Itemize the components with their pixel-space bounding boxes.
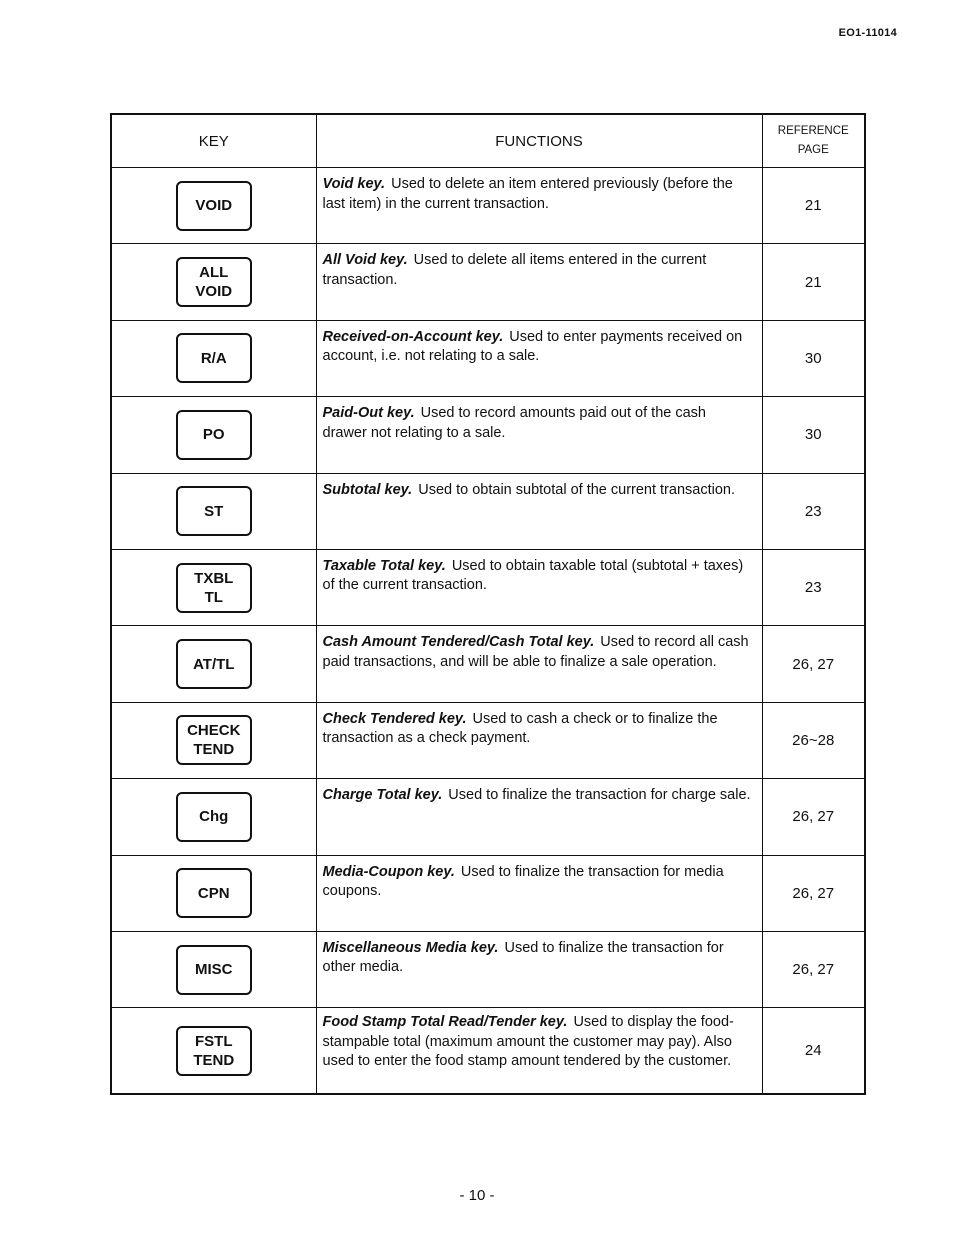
ref-header-line2: PAGE [797,144,829,156]
key-cell [111,1008,316,1094]
reference-page-cell: 30 [762,320,865,396]
key-name: Paid-Out key. [322,405,415,422]
table-row [111,473,865,549]
table-row [111,779,865,855]
table-row [111,244,865,320]
reference-page-cell: 21 [762,244,865,320]
function-cell [316,549,762,625]
key-cell [111,779,316,855]
function-description: Used to record all cash paid transactions, and will be able to finalize a sale operation. [322,634,749,670]
reference-page-cell: 26, 27 [762,626,865,702]
document-id: EO1-11014 [838,27,897,39]
keycap-label: R/A [200,349,227,367]
table-row [111,702,865,778]
table-header-row [111,114,865,168]
function-cell [316,931,762,1007]
reference-page-cell: 23 [762,549,865,625]
reference-page-cell: 21 [762,168,865,244]
keycap-label: VOID [195,197,233,215]
keycap-label: ST [204,502,224,520]
column-header-functions: FUNCTIONS [316,114,762,168]
keycap-graphic [176,181,252,231]
function-cell [316,244,762,320]
function-cell [316,397,762,473]
keycap-label: ALL [199,264,229,282]
reference-page-cell: 26~28 [762,702,865,778]
table-row [111,626,865,702]
function-description: Used to delete an item entered previously (before the last item) in the current transaction. [322,176,733,212]
key-name: All Void key. [322,252,408,269]
key-name: Food Stamp Total Read/Tender key. [322,1014,568,1031]
function-description: Used to finalize the transaction for other media. [322,939,724,976]
table-row [111,1008,865,1094]
key-functions-table [110,113,866,1095]
reference-page-cell: 24 [762,1008,865,1094]
function-description: Used to cash a check or to finalize the transaction as a check payment. [322,710,718,747]
reference-page-cell: 30 [762,397,865,473]
keycap-graphic [176,333,252,383]
keycap-label: FSTL [195,1032,233,1050]
column-header-key: KEY [111,114,316,168]
keycap-graphic [176,410,252,460]
key-name: Cash Amount Tendered/Cash Total key. [322,634,595,651]
function-cell [316,320,762,396]
key-name: Received-on-Account key. [322,328,504,345]
function-description: Used to obtain subtotal of the current transaction. [418,481,735,498]
table-body [111,168,865,1094]
key-cell [111,549,316,625]
reference-page-cell: 26, 27 [762,779,865,855]
column-header-reference-page [762,114,865,168]
function-cell [316,779,762,855]
keycap-graphic [176,257,252,307]
keycap-label: Chg [199,808,229,826]
table-row [111,168,865,244]
key-name: Miscellaneous Media key. [322,939,499,956]
key-name: Subtotal key. [322,481,413,498]
reference-page-cell: 26, 27 [762,931,865,1007]
key-name: Charge Total key. [322,787,443,804]
keycap-graphic [176,639,252,689]
keycap-label: MISC [195,961,233,979]
key-name: Check Tendered key. [322,710,467,727]
keycap-label: VOID [195,283,233,301]
function-cell [316,1008,762,1094]
key-name: Taxable Total key. [322,557,446,574]
key-cell [111,320,316,396]
key-name: Void key. [322,176,386,192]
ref-header-line1: REFERENCE [777,125,849,137]
key-cell [111,702,316,778]
page-number: - 10 - [459,1187,495,1204]
keycap-label: PO [202,426,225,444]
key-cell [111,626,316,702]
keycap-graphic [176,563,252,613]
key-name: Media-Coupon key. [322,863,455,880]
table-row [111,549,865,625]
reference-page-cell: 23 [762,473,865,549]
function-cell [316,702,762,778]
function-cell [316,626,762,702]
function-description: Used to obtain taxable total (subtotal + taxes) of the current transaction. [322,557,744,594]
keycap-graphic [176,792,252,842]
key-cell [111,168,316,244]
function-description: Used to display the food-stampable total (maximum amount the customer may pay). Also used to enter the food stamp amount tendered by the customer. [322,1014,734,1070]
key-cell [111,931,316,1007]
keycap-label: TL [204,588,223,606]
keycap-label: TEND [193,1051,235,1069]
keycap-graphic [176,868,252,918]
key-cell [111,473,316,549]
function-cell [316,473,762,549]
keycap-graphic [176,486,252,536]
function-description: Used to finalize the transaction for charge sale. [448,787,751,804]
keycap-label: AT/TL [193,655,235,673]
keycap-label: TEND [193,741,235,759]
keycap-graphic [176,715,252,765]
table-row [111,931,865,1007]
reference-page-cell: 26, 27 [762,855,865,931]
keycap-label: TXBL [194,569,234,587]
function-description: Used to delete all items entered in the current transaction. [322,252,707,288]
keycap-graphic [176,945,252,995]
key-cell [111,244,316,320]
function-description: Used to record amounts paid out of the cash drawer not relating to a sale. [322,405,706,441]
function-description: Used to finalize the transaction for media coupons. [322,863,724,900]
keycap-label: CPN [197,884,230,902]
table-row [111,855,865,931]
keycap-graphic [176,1026,252,1076]
key-cell [111,397,316,473]
function-cell [316,168,762,244]
key-functions-table-wrapper [110,113,866,1095]
function-cell [316,855,762,931]
keycap-label: CHECK [187,722,241,740]
table-row [111,320,865,396]
key-cell [111,855,316,931]
function-description: Used to enter payments received on account, i.e. not relating to a sale. [322,328,743,365]
table-row [111,397,865,473]
